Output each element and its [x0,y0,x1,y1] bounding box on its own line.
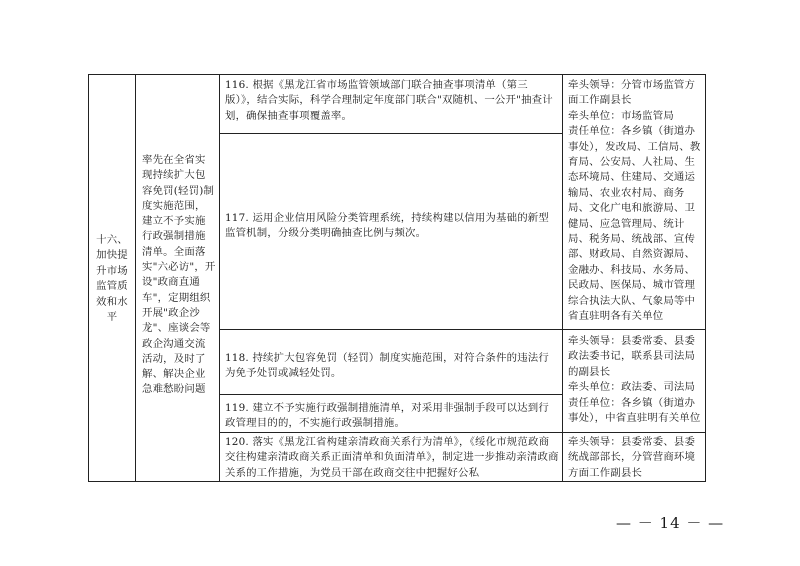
page-number: — － 14 － — [616,514,725,532]
column-divider [135,75,136,481]
task-cell-119: 119. 建立不予实施行政强制措施清单，对采用非强制手段可以达到行政管理目的的，不实施行政强制措施。 [225,402,549,430]
column-divider [562,75,563,481]
goal-cell: 率先在全省实现持续扩大包容免罚(轻罚)制度实施范围，建立不予实施行政强制措施清单。全面落实"六必访"，开设"政商直通车"，定期组织开展"政企沙龙"、座谈会等政企沟通交流活动，及时了解、解决企业急难愁盼问题 [142,154,216,396]
category-cell: 十六、 加快提 升市场 监管质 效和水 平 [96,234,128,324]
column-divider [219,75,220,481]
task-cell-116: 116. 根据《黑龙江省市场监管领域部门联合抽查事项清单（第三版）》，结合实际，科学合理制定年度部门联合"双随机、一公开"抽查计划，确保抽查事项覆盖率。 [225,79,553,122]
row-divider [219,329,705,330]
task-cell-117: 117. 运用企业信用风险分类管理系统，持续构建以信用为基础的新型监管机制，分级分类明确抽查比例与频次。 [225,212,549,240]
task-table [88,74,706,482]
responsibility-cell-2: 牵头领导：县委常委、县委政法委书记，联系县司法局的副县长 牵头单位：政法委、司法局 责任单位：各乡镇（街道办事处），中省直驻明有关单位 [568,335,701,425]
row-divider [219,394,562,395]
row-divider [219,432,705,433]
task-cell-118: 118. 持续扩大包容免罚（轻罚）制度实施范围，对符合条件的违法行为免予处罚或减轻处罚。 [225,352,549,380]
responsibility-cell-3: 牵头领导：县委常委、县委统战部部长，分管营商环境方面工作副县长 [568,436,696,479]
responsibility-cell-1: 牵头领导：分管市场监管方面工作副县长 牵头单位：市场监管局 责任单位：各乡镇（街道办事处），发改局、工信局、教育局、公安局、人社局、生态环境局、住建局、交通运输局、农业农村局、商务局、文化广电和旅游局、卫健局、应急管理局、统计局、税务局、统战部、宣传部、财政局、自然资源局、金融办、科技局、水务局、民政局、医保局、城市管理综合执法大队、气象局等中省直驻明各有关单位 [568,79,701,323]
row-divider [219,133,562,134]
task-cell-120: 120. 落实《黑龙江省构建亲清政商关系行为清单》，《绥化市规范政商交往构建亲清政商关系正面清单和负面清单》，制定进一步推动亲清政商关系的工作措施，为党员干部在政商交往中把握好公私 [225,436,559,479]
